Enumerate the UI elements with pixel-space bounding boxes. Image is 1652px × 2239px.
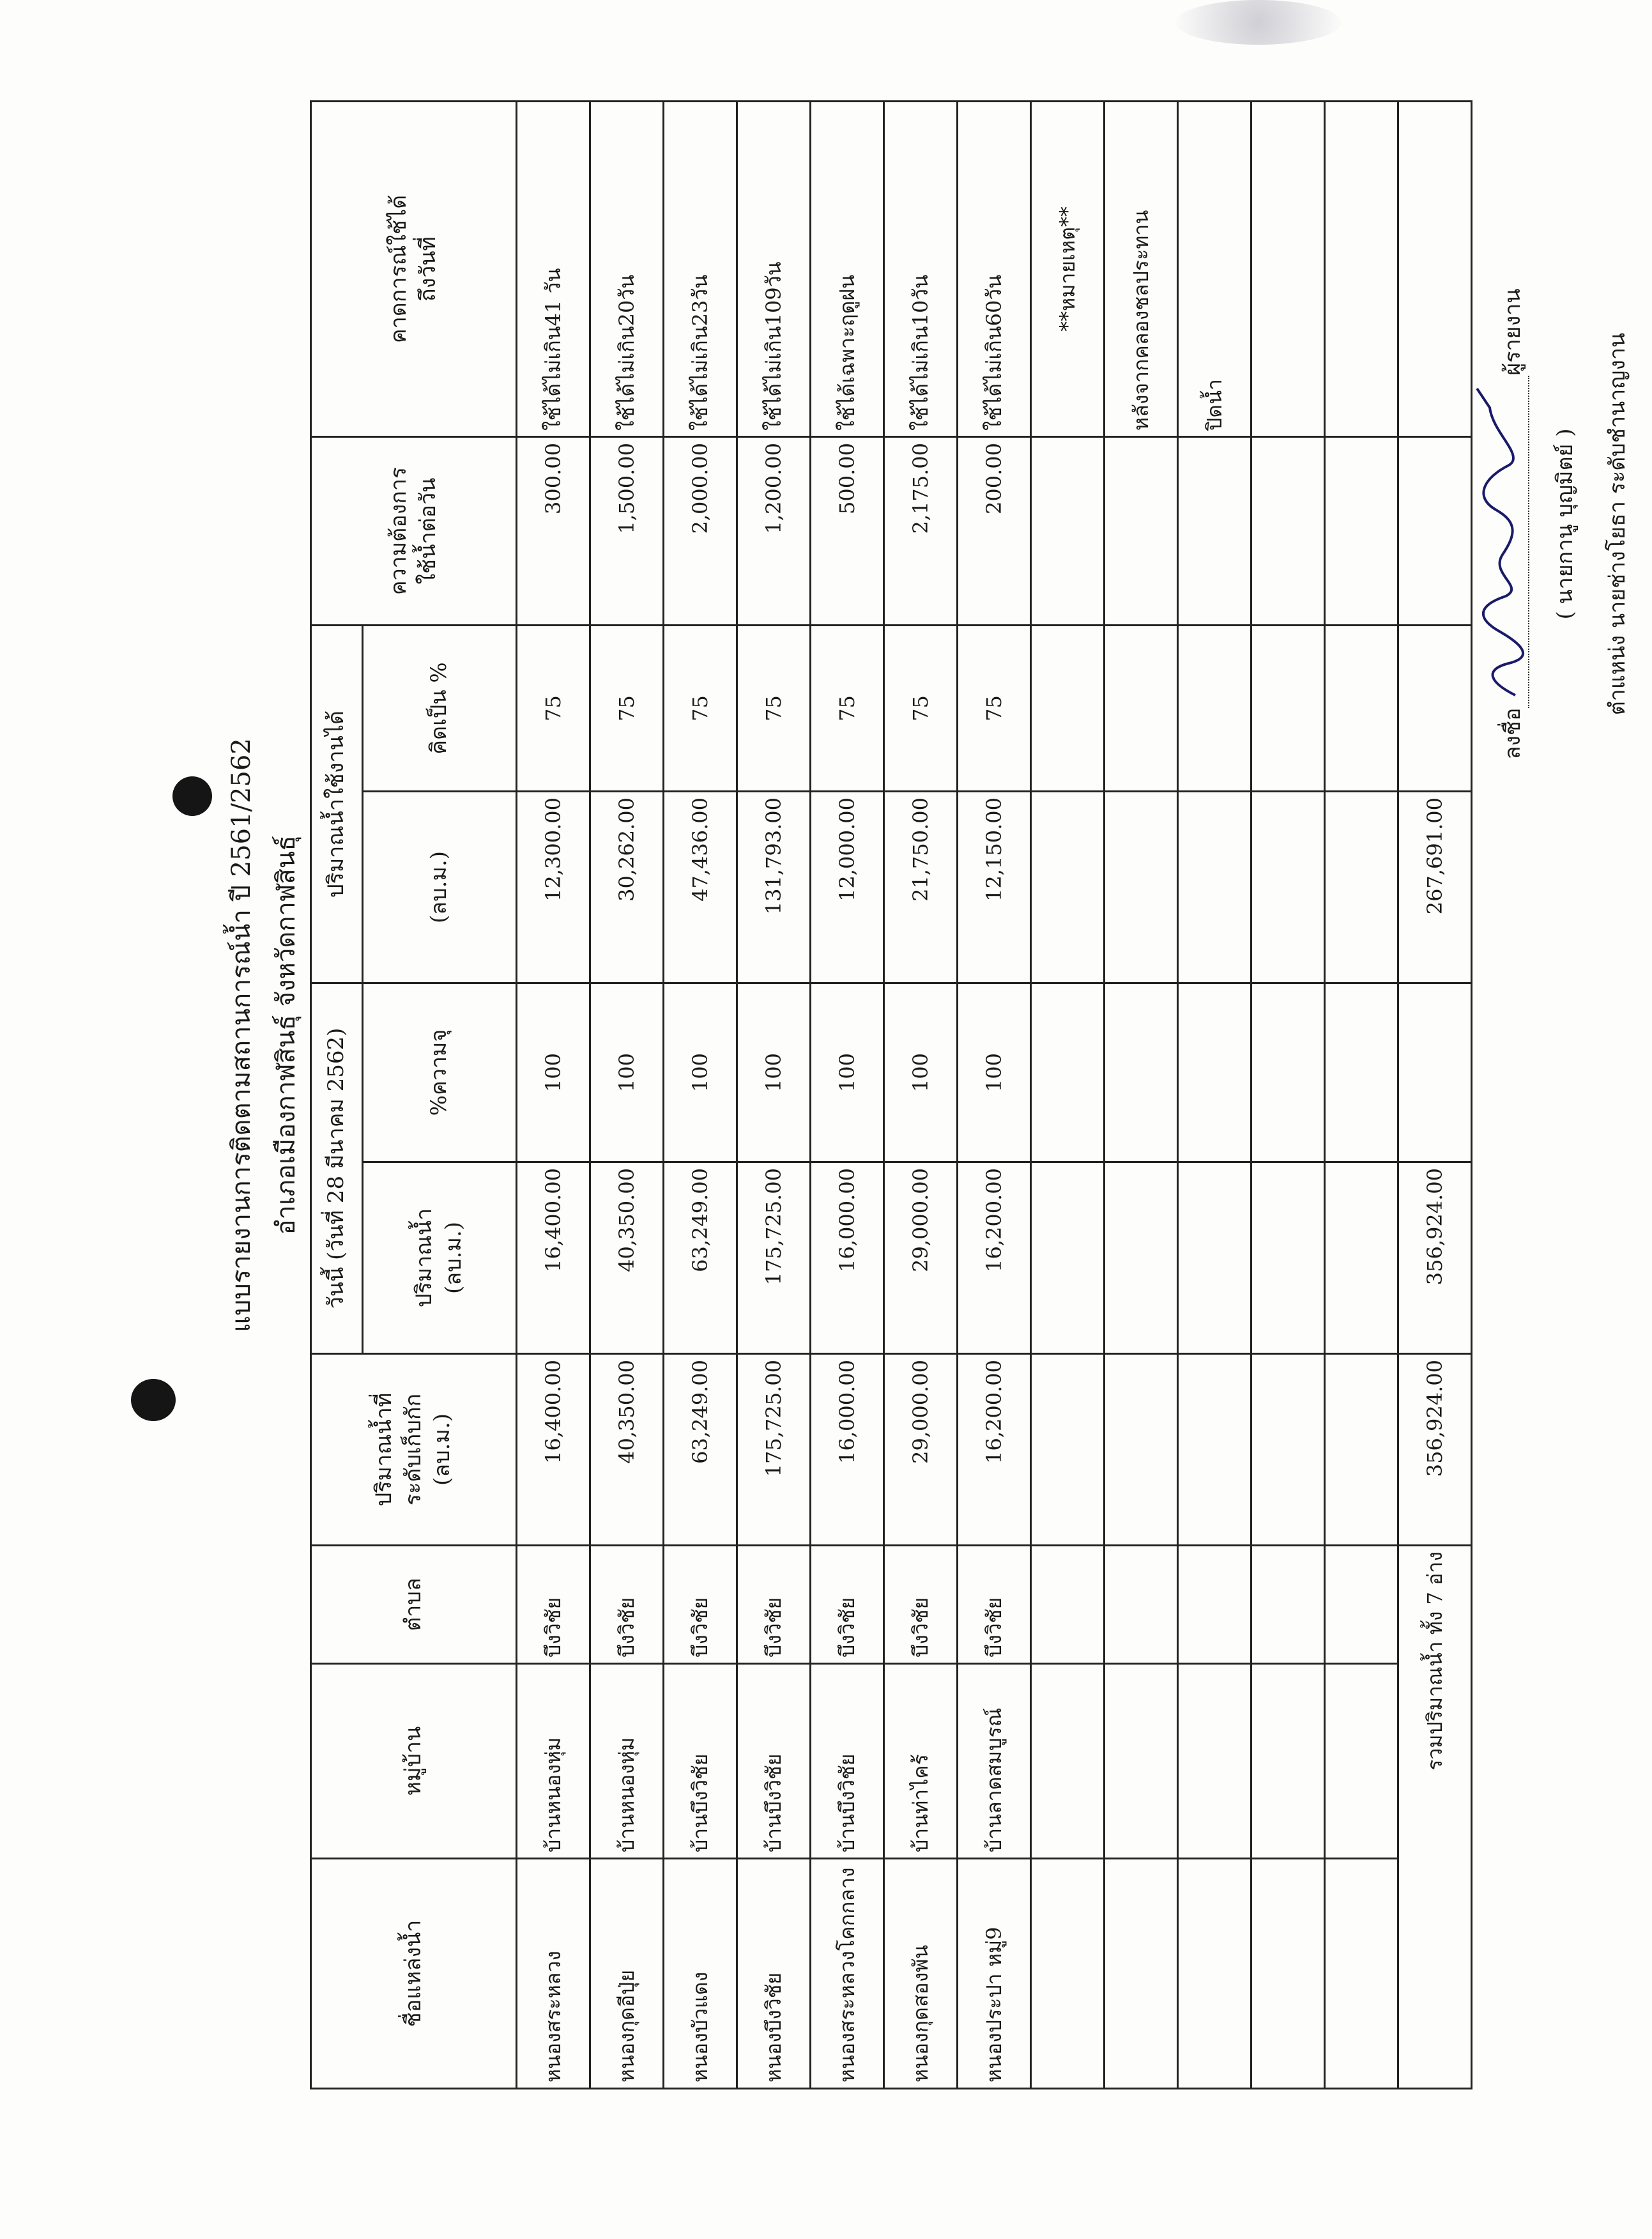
- cell-usable: 30,262.00: [590, 792, 664, 983]
- header-capacity: [311, 1354, 517, 1546]
- cell-forecast: ใช้ได้ไม่เกิน10วัน: [884, 102, 958, 437]
- cell-capacity: 16,200.00: [958, 1354, 1031, 1546]
- cell-usable: 47,436.00: [664, 792, 737, 983]
- cell-village: บ้านบึงวิชัย: [737, 1664, 811, 1859]
- header-today-volume: [363, 1162, 517, 1354]
- note-line1: หลังจากคลองชลประทาน: [1105, 102, 1178, 437]
- header-today-volume-line1: ปริมาณน้ำ: [411, 1208, 438, 1308]
- cell-volume: 40,350.00: [590, 1162, 664, 1354]
- cell-percent: 100: [737, 983, 811, 1162]
- table-row: [958, 102, 1031, 2089]
- note-row: [1178, 102, 1251, 2089]
- cell-capacity: 16,000.00: [811, 1354, 884, 1546]
- remark-row: [1031, 102, 1105, 2089]
- note-line2: ปิดน้ำ: [1178, 102, 1251, 437]
- cell-subdistrict: บึงวิชัย: [958, 1546, 1031, 1664]
- empty-row: [1325, 102, 1398, 2089]
- cell-forecast: ใช้ได้ไม่เกิน109วัน: [737, 102, 811, 437]
- cell-subdistrict: บึงวิชัย: [517, 1546, 590, 1664]
- cell-percent: 100: [590, 983, 664, 1162]
- cell-village: บ้านบึงวิชัย: [664, 1664, 737, 1859]
- total-capacity: 356,924.00: [1398, 1354, 1472, 1546]
- cell-source: หนองประปา หมู่9: [958, 1859, 1031, 2089]
- note-row: [1105, 102, 1178, 2089]
- header-today-group: วันนี้ (วันที่ 28 มีนาคม 2562): [311, 983, 363, 1354]
- header-demand: [311, 437, 517, 626]
- cell-village: บ้านบึงวิชัย: [811, 1664, 884, 1859]
- header-usable-unit: (ลบ.ม.): [363, 792, 517, 983]
- cell-usable: 12,300.00: [517, 792, 590, 983]
- cell-usable: 12,150.00: [958, 792, 1031, 983]
- header-usable-percent: คิดเป็น %: [363, 626, 517, 792]
- signature-line: [1495, 109, 1529, 939]
- cell-demand: 1,500.00: [590, 437, 664, 626]
- table-row: [811, 102, 884, 2089]
- cell-volume: 63,249.00: [664, 1162, 737, 1354]
- total-volume: 356,924.00: [1398, 1162, 1472, 1354]
- cell-usable: 12,000.00: [811, 792, 884, 983]
- cell-forecast: ใช้ได้เฉพาะฤดูฝน: [811, 102, 884, 437]
- cell-demand: 1,200.00: [737, 437, 811, 626]
- cell-forecast: ใช้ได้ไม่เกิน23วัน: [664, 102, 737, 437]
- cell-usable-percent: 75: [664, 626, 737, 792]
- cell-forecast: ใช้ได้ไม่เกิน41 วัน: [517, 102, 590, 437]
- cell-subdistrict: บึงวิชัย: [737, 1546, 811, 1664]
- header-subdistrict: ตำบล: [311, 1546, 517, 1664]
- table-row: [737, 102, 811, 2089]
- empty-row: [1251, 102, 1325, 2089]
- report-subtitle: อำเภอเมืองกาฬสินธุ์ จังหวัดกาฬสินธุ์: [272, 835, 301, 1235]
- cell-usable: 21,750.00: [884, 792, 958, 983]
- header-today-percent: %ความจุ: [363, 983, 517, 1162]
- cell-usable: 131,793.00: [737, 792, 811, 983]
- header-capacity-line2: ระดับเก็บกัก: [400, 1393, 426, 1506]
- cell-subdistrict: บึงวิชัย: [811, 1546, 884, 1664]
- cell-source: หนองบึงวิชัย: [737, 1859, 811, 2089]
- water-report-table: [310, 100, 1472, 2089]
- header-forecast: [311, 102, 517, 437]
- cell-forecast: ใช้ได้ไม่เกิน60วัน: [958, 102, 1031, 437]
- cell-percent: 100: [884, 983, 958, 1162]
- header-capacity-line1: ปริมาณน้ำที่: [371, 1392, 397, 1507]
- cell-usable-percent: 75: [517, 626, 590, 792]
- header-village: หมู่บ้าน: [311, 1664, 517, 1859]
- cell-subdistrict: บึงวิชัย: [884, 1546, 958, 1664]
- cell-usable-percent: 75: [737, 626, 811, 792]
- cell-percent: 100: [517, 983, 590, 1162]
- header-usable-group: ปริมาณน้ำใช้งานได้: [311, 626, 363, 983]
- header-forecast-line1: คาดการณ์ใช้ได้: [385, 194, 411, 344]
- cell-percent: 100: [958, 983, 1031, 1162]
- table-row: [884, 102, 958, 2089]
- table-row: [664, 102, 737, 2089]
- cell-demand: 300.00: [517, 437, 590, 626]
- handwritten-signature: [1503, 376, 1529, 708]
- sign-suffix: ผู้รายงาน: [1500, 288, 1526, 376]
- cell-volume: 16,400.00: [517, 1162, 590, 1354]
- report-title: แบบรายงานการติดตามสถานการณ์น้ำ ปี 2561/2562: [227, 738, 256, 1332]
- cell-village: บ้านหนองหุ่ม: [590, 1664, 664, 1859]
- signature-block: [1495, 109, 1652, 939]
- header-demand-line1: ความต้องการ: [385, 466, 411, 596]
- cell-capacity: 16,400.00: [517, 1354, 590, 1546]
- cell-usable-percent: 75: [958, 626, 1031, 792]
- cell-volume: 29,000.00: [884, 1162, 958, 1354]
- cell-percent: 100: [664, 983, 737, 1162]
- cell-usable-percent: 75: [590, 626, 664, 792]
- cell-capacity: 175,725.00: [737, 1354, 811, 1546]
- cell-forecast: ใช้ได้ไม่เกิน20วัน: [590, 102, 664, 437]
- cell-village: บ้านหนองหุ่ม: [517, 1664, 590, 1859]
- cell-capacity: 63,249.00: [664, 1354, 737, 1546]
- sign-prefix: ลงชื่อ: [1500, 707, 1526, 760]
- cell-capacity: 40,350.00: [590, 1354, 664, 1546]
- cell-subdistrict: บึงวิชัย: [590, 1546, 664, 1664]
- header-demand-line2: ใช้น้ำต่อวัน: [415, 477, 441, 585]
- cell-village: บ้านท่าไคร้: [884, 1664, 958, 1859]
- cell-source: หนองสระหลวงโคกกลาง: [811, 1859, 884, 2089]
- total-label: รวมปริมาณน้ำ ทั้ง 7 อ่าง: [1398, 1546, 1472, 2089]
- signer-position: ตำแหน่ง นายช่างโยธา ระดับชำนาญงาน: [1605, 332, 1630, 716]
- cell-percent: 100: [811, 983, 884, 1162]
- cell-volume: 16,000.00: [811, 1162, 884, 1354]
- cell-usable-percent: 75: [811, 626, 884, 792]
- remark-label: **หมายเหตุ**: [1031, 102, 1105, 437]
- cell-demand: 2,175.00: [884, 437, 958, 626]
- cell-demand: 200.00: [958, 437, 1031, 626]
- signer-name: ( นายกานู บุญมิตย์ ): [1552, 428, 1578, 620]
- cell-source: หนองบัวแดง: [664, 1859, 737, 2089]
- table-row: [590, 102, 664, 2089]
- cell-demand: 2,000.00: [664, 437, 737, 626]
- cell-capacity: 29,000.00: [884, 1354, 958, 1546]
- header-capacity-unit: (ลบ.ม.): [429, 1413, 455, 1486]
- table-row: [517, 102, 590, 2089]
- cell-village: บ้านลาดสมบูรณ์: [958, 1664, 1031, 1859]
- total-usable: 267,691.00: [1398, 792, 1472, 983]
- header-forecast-line2: ถึงวันที่: [415, 236, 441, 302]
- report-page: [160, 0, 1630, 2089]
- total-row: [1398, 102, 1472, 2089]
- cell-demand: 500.00: [811, 437, 884, 626]
- cell-source: หนองกุดอีปุ่ย: [590, 1859, 664, 2089]
- cell-source: หนองสระหลวง: [517, 1859, 590, 2089]
- cell-subdistrict: บึงวิชัย: [664, 1546, 737, 1664]
- cell-volume: 175,725.00: [737, 1162, 811, 1354]
- header-source: ชื่อแหล่งน้ำ: [311, 1859, 517, 2089]
- header-today-volume-unit: (ลบ.ม.): [441, 1222, 466, 1294]
- cell-volume: 16,200.00: [958, 1162, 1031, 1354]
- cell-source: หนองกุดสองพัน: [884, 1859, 958, 2089]
- cell-usable-percent: 75: [884, 626, 958, 792]
